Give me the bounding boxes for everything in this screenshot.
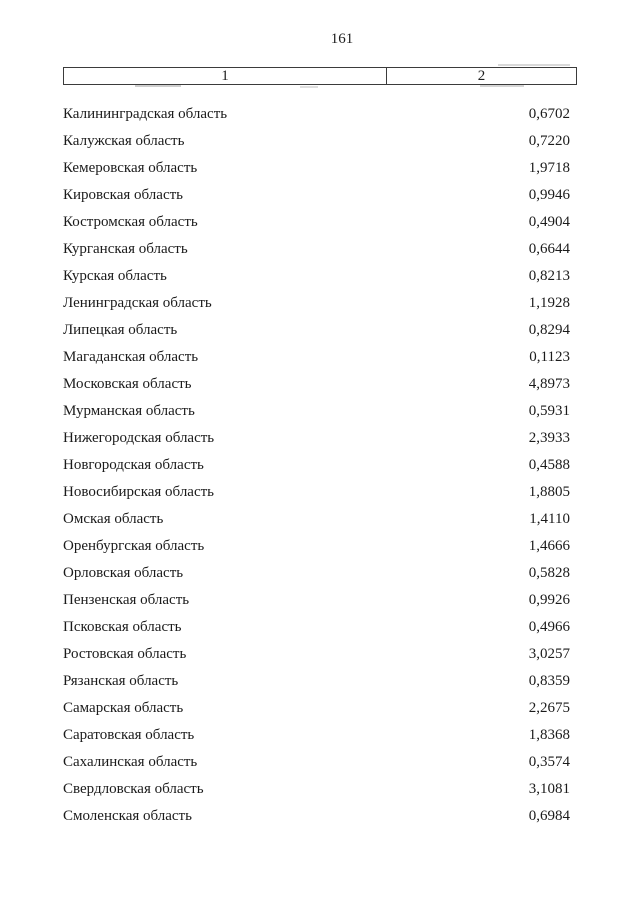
table-row bbox=[63, 101, 577, 128]
region-name: Нижегородская область bbox=[63, 430, 215, 446]
table-row bbox=[63, 803, 577, 830]
region-value: 0,6702 bbox=[528, 106, 570, 122]
region-value: 1,4110 bbox=[529, 511, 570, 527]
region-name: Самарская область bbox=[63, 700, 184, 716]
region-name: Курская область bbox=[63, 268, 167, 284]
table-row bbox=[63, 749, 577, 776]
table-body bbox=[63, 101, 577, 830]
region-value: 1,1928 bbox=[528, 295, 570, 311]
region-name: Магаданская область bbox=[63, 349, 199, 365]
region-name: Ростовская область bbox=[63, 646, 187, 662]
region-value: 0,9946 bbox=[528, 187, 570, 203]
table-row bbox=[63, 641, 577, 668]
region-value: 0,8294 bbox=[528, 322, 570, 338]
table-header bbox=[63, 67, 577, 85]
region-value: 0,1123 bbox=[529, 349, 570, 365]
table-row bbox=[63, 182, 577, 209]
table-row bbox=[63, 722, 577, 749]
region-name: Омская область bbox=[63, 511, 164, 527]
region-value: 0,8359 bbox=[528, 673, 570, 689]
region-value: 4,8973 bbox=[528, 376, 570, 392]
table-row bbox=[63, 587, 577, 614]
region-value: 2,3933 bbox=[528, 430, 570, 446]
region-name: Псковская область bbox=[63, 619, 182, 635]
region-value: 1,9718 bbox=[528, 160, 570, 176]
region-value: 2,2675 bbox=[528, 700, 570, 716]
region-value: 0,8213 bbox=[528, 268, 570, 284]
table-row bbox=[63, 317, 577, 344]
table-row bbox=[63, 614, 577, 641]
table-row bbox=[63, 236, 577, 263]
region-value: 0,4588 bbox=[528, 457, 570, 473]
table-row bbox=[63, 533, 577, 560]
scan-artifact bbox=[480, 85, 524, 87]
page-number: 161 bbox=[330, 31, 354, 47]
region-name: Московская область bbox=[63, 376, 192, 392]
region-name: Новосибирская область bbox=[63, 484, 215, 500]
table-header-col2: 2 bbox=[477, 67, 486, 84]
region-name: Оренбургская область bbox=[63, 538, 205, 554]
region-value: 0,6984 bbox=[528, 808, 570, 824]
region-value: 0,3574 bbox=[528, 754, 570, 770]
region-name: Смоленская область bbox=[63, 808, 192, 824]
region-name: Костромская область bbox=[63, 214, 198, 230]
region-value: 1,8368 bbox=[528, 727, 570, 743]
region-name: Свердловская область bbox=[63, 781, 204, 797]
region-name: Пензенская область bbox=[63, 592, 190, 608]
table-row bbox=[63, 452, 577, 479]
region-value: 0,5931 bbox=[528, 403, 570, 419]
region-value: 1,8805 bbox=[528, 484, 570, 500]
table-row bbox=[63, 479, 577, 506]
region-value: 1,4666 bbox=[528, 538, 570, 554]
scan-artifact bbox=[300, 86, 318, 88]
table-row bbox=[63, 776, 577, 803]
region-value: 3,0257 bbox=[528, 646, 570, 662]
table-header-col1: 1 bbox=[64, 68, 387, 84]
region-name: Сахалинская область bbox=[63, 754, 198, 770]
region-value: 0,9926 bbox=[528, 592, 570, 608]
table-row bbox=[63, 344, 577, 371]
region-value: 0,4966 bbox=[528, 619, 570, 635]
table-row bbox=[63, 290, 577, 317]
region-value: 0,4904 bbox=[528, 214, 570, 230]
region-name: Липецкая область bbox=[63, 322, 178, 338]
region-name: Калининградская область bbox=[63, 106, 228, 122]
region-value: 0,6644 bbox=[528, 241, 570, 257]
scan-artifact bbox=[135, 85, 181, 87]
table-row bbox=[63, 695, 577, 722]
region-value: 3,1081 bbox=[528, 781, 570, 797]
region-value: 0,5828 bbox=[528, 565, 570, 581]
table-row bbox=[63, 155, 577, 182]
region-name: Мурманская область bbox=[63, 403, 195, 419]
table-row bbox=[63, 425, 577, 452]
table-row bbox=[63, 398, 577, 425]
region-name: Калужская область bbox=[63, 133, 185, 149]
scan-artifact bbox=[498, 64, 570, 66]
region-name: Орловская область bbox=[63, 565, 184, 581]
region-name: Курганская область bbox=[63, 241, 188, 257]
table-row bbox=[63, 209, 577, 236]
table-row bbox=[63, 560, 577, 587]
region-name: Новгородская область bbox=[63, 457, 204, 473]
region-name: Саратовская область bbox=[63, 727, 195, 743]
table-row bbox=[63, 668, 577, 695]
region-value: 0,7220 bbox=[528, 133, 570, 149]
table-row bbox=[63, 128, 577, 155]
region-name: Кировская область bbox=[63, 187, 184, 203]
table-row bbox=[63, 371, 577, 398]
region-name: Ленинградская область bbox=[63, 295, 212, 311]
region-name: Кемеровская область bbox=[63, 160, 198, 176]
region-name: Рязанская область bbox=[63, 673, 179, 689]
table-row bbox=[63, 506, 577, 533]
table-row bbox=[63, 263, 577, 290]
